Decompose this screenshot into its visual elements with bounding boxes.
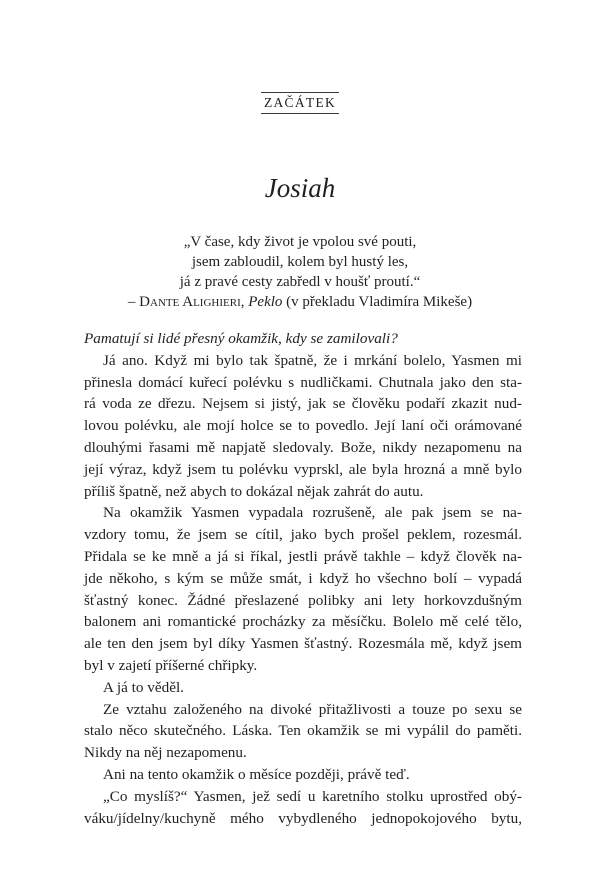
body-line: přinesla domácí kuřecí polévku s nudličkami. Chutnala jako den sta- bbox=[84, 373, 522, 391]
body-line: váku/jídelny/kuchyně mého vybydleného jednopokojového bytu, bbox=[84, 809, 522, 827]
body-line: Nikdy na něj nezapomenu. bbox=[84, 744, 247, 762]
epigraph-work: Peklo bbox=[248, 294, 283, 310]
epigraph-line: „V čase, kdy život je vpolou své pouti, bbox=[183, 234, 417, 250]
body-line: její výraz, když jsem tu polévku vyprskl, ale byla hrozná a mně bylo bbox=[84, 460, 522, 478]
body-text bbox=[84, 328, 522, 829]
opening-question: Pamatují si lidé přesný okamžik, kdy se zamilovali? bbox=[84, 330, 398, 347]
body-line: ale ten den jsem byl díky Yasmen šťastný. Rozesmála mě, když jsem bbox=[84, 635, 522, 653]
epigraph-line: jsem zabloudil, kolem byl hustý les, bbox=[191, 254, 409, 270]
body-line: dlouhými řasami mě napjatě sledovaly. Bože, nikdy nezapomenu na bbox=[84, 438, 522, 456]
body-line: Na okamžik Yasmen vypadala rozrušeně, ale pak jsem se na- bbox=[103, 504, 522, 522]
body-line: vzdory tomu, že jsem se cítil, jako bych prošel peklem, rozesmál. bbox=[84, 526, 522, 544]
body-line: „Co myslíš?“ Yasmen, jež sedí u karetního stolku uprostřed obý- bbox=[103, 787, 522, 805]
body-line: Já ano. Když mi bylo tak špatně, že i mrkání bolelo, Yasmen mi bbox=[103, 351, 522, 369]
epigraph-translation-note: (v překladu Vladimíra Mikeše) bbox=[282, 294, 473, 310]
body-line: lovou polévku, ale mojí holce se to povedlo. Její laní oči orámované bbox=[84, 417, 522, 435]
epigraph bbox=[60, 232, 540, 312]
body-line: rá voda ze dřezu. Nejsem si jistý, jak se člověku podaří zkazit nud- bbox=[84, 395, 522, 413]
body-lines bbox=[84, 350, 522, 830]
body-line: balonem ani romantické procházky za měsíčku. Bolelo mě celé tělo, bbox=[84, 613, 522, 631]
body-line: Přidala se ke mně a já si říkal, jestli právě takhle – když člověk na- bbox=[84, 547, 522, 565]
attribution-separator: , bbox=[240, 294, 249, 310]
body-line: Ani na tento okamžik o měsíce později, právě teď. bbox=[103, 765, 410, 783]
epigraph-attribution bbox=[60, 292, 540, 312]
body-line: Ze vztahu založeného na divoké přitažlivosti a touze po sexu se bbox=[103, 700, 522, 718]
body-line: stalo něco skutečného. Láska. Ten okamžik se mi vypálil do paměti. bbox=[84, 722, 522, 740]
chapter-heading: ZAČÁTEK bbox=[261, 92, 339, 114]
body-line: příliš špatně, než abych to dokázal nějak zahrát do autu. bbox=[84, 482, 424, 500]
attribution-dash: – bbox=[127, 294, 140, 310]
body-line: jde někoho, s kým se může smát, i když ho všechno bolí – vypadá bbox=[84, 569, 522, 587]
chapter-title: Josiah bbox=[264, 173, 336, 203]
body-line: byl v zajetí příšerné chřipky. bbox=[84, 656, 258, 674]
body-line: šťastný konec. Žádné přeslazené polibky ani lety horkovzdušným bbox=[84, 591, 522, 609]
epigraph-author: Dante Alighieri bbox=[139, 294, 241, 310]
body-line: A já to věděl. bbox=[103, 678, 184, 696]
epigraph-line: já z pravé cesty zabředl v houšť proutí.“ bbox=[179, 274, 421, 290]
